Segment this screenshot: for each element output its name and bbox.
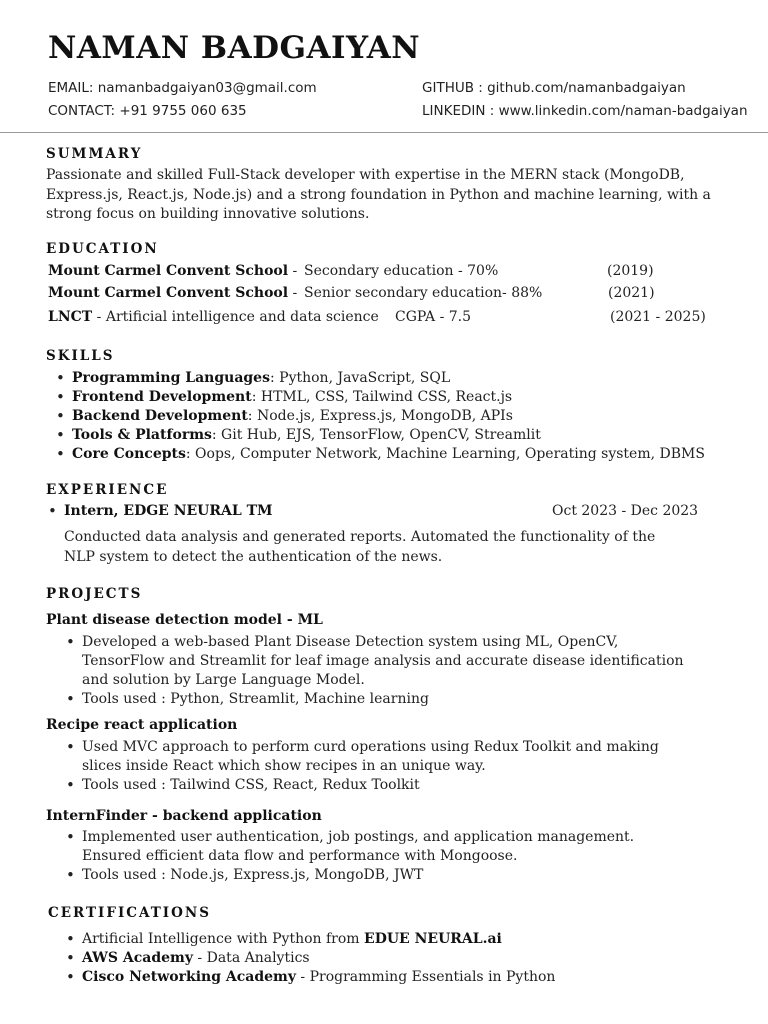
education-cgpa: CGPA - 7.5 <box>395 309 472 325</box>
project-title: Plant disease detection model - ML <box>46 612 323 628</box>
education-entry <box>48 285 297 301</box>
summary-line: strong focus on building innovative solutions. <box>46 206 370 222</box>
project-bullets <box>64 828 714 885</box>
cert-text: - Programming Essentials in Python <box>295 969 556 985</box>
project-bullets <box>64 633 714 709</box>
education-detail: Senior secondary education- 88% <box>304 285 543 301</box>
bullet-line: Ensured efficient data flow and performance with Mongoose. <box>82 848 518 864</box>
cert-text: Artificial Intelligence with Python from <box>82 931 365 947</box>
experience-list <box>46 502 273 521</box>
skill-item <box>54 426 705 445</box>
cert-provider: Cisco Networking Academy <box>82 969 296 985</box>
skill-label: Backend Development <box>72 408 248 424</box>
skill-label: Core Concepts <box>72 446 186 462</box>
school-name: Mount Carmel Convent School <box>48 285 289 301</box>
summary-heading: SUMMARY <box>46 146 143 162</box>
bullet-line: • Implemented user authentication, job postings, and application management. <box>82 829 635 845</box>
skill-value: : Git Hub, EJS, TensorFlow, OpenCV, Streamlit <box>211 427 541 443</box>
experience-description <box>64 528 724 567</box>
candidate-name: NAMAN BADGAIYAN <box>48 30 421 66</box>
summary-line: Express.js, React.js, Node.js) and a strong foundation in Python and machine learning, with a <box>46 186 711 203</box>
experience-heading: EXPERIENCE <box>46 482 169 498</box>
bullet-line: • Tools used : Node.js, Express.js, MongoDB, JWT <box>82 867 424 883</box>
certification-item <box>64 949 555 968</box>
skill-label: Frontend Development <box>72 389 252 405</box>
school-name: LNCT <box>48 309 93 325</box>
skill-item <box>54 388 705 407</box>
experience-dates: Oct 2023 - Dec 2023 <box>552 503 699 519</box>
skill-value: : HTML, CSS, Tailwind CSS, React.js <box>251 389 513 405</box>
bullet-line: slices inside React which show recipes in an unique way. <box>82 758 486 774</box>
summary-text <box>46 166 746 225</box>
experience-line: NLP system to detect the authentication of the news. <box>64 548 443 565</box>
skill-label: Programming Languages <box>72 370 270 386</box>
certification-item <box>64 930 555 949</box>
education-year: (2021 - 2025) <box>610 309 706 325</box>
project-bullet <box>64 738 714 776</box>
skill-item <box>54 407 705 426</box>
skill-value: : Python, JavaScript, SQL <box>269 370 451 386</box>
education-year: (2019) <box>607 263 654 279</box>
education-entry <box>48 309 379 325</box>
skills-heading: SKILLS <box>46 348 115 364</box>
education-year: (2021) <box>608 285 655 301</box>
project-bullet <box>64 690 714 709</box>
project-bullet <box>64 776 714 795</box>
bullet-line: and solution by Large Language Model. <box>82 672 365 688</box>
bullet-line: • Developed a web-based Plant Disease Detection system using ML, OpenCV, <box>82 634 619 650</box>
bullet-line: • Tools used : Python, Streamlit, Machine learning <box>82 691 429 707</box>
project-bullet <box>64 866 714 885</box>
certifications-heading: CERTIFICATIONS <box>48 905 211 921</box>
project-bullets <box>64 738 714 795</box>
skill-value: : Node.js, Express.js, MongoDB, APIs <box>247 408 513 424</box>
education-detail: Artificial intelligence and data science <box>105 309 379 325</box>
email-line: EMAIL: namanbadgaiyan03@gmail.com <box>48 80 317 96</box>
cert-text: - Data Analytics <box>192 950 310 966</box>
certification-item <box>64 968 555 987</box>
header-divider <box>0 132 768 133</box>
skill-value: : Oops, Computer Network, Machine Learning, Operating system, DBMS <box>185 446 705 462</box>
project-title: Recipe react application <box>46 717 238 733</box>
certifications-list <box>64 930 555 987</box>
separator: - <box>288 285 298 301</box>
project-bullet <box>64 828 714 866</box>
skill-item <box>54 445 705 464</box>
experience-role: Intern, EDGE NEURAL TM <box>64 503 273 519</box>
skills-list <box>54 369 705 464</box>
school-name: Mount Carmel Convent School <box>48 263 289 279</box>
education-detail: Secondary education - 70% <box>304 263 499 279</box>
bullet-line: • Tools used : Tailwind CSS, React, Redux Toolkit <box>82 777 420 793</box>
project-title: InternFinder - backend application <box>46 808 322 824</box>
summary-line: Passionate and skilled Full-Stack developer with expertise in the MERN stack (MongoDB, <box>46 167 685 183</box>
separator: - <box>288 263 298 279</box>
experience-item <box>46 502 273 521</box>
bullet-line: TensorFlow and Streamlit for leaf image analysis and accurate disease identification <box>82 653 684 669</box>
separator: - <box>92 309 106 325</box>
skill-item <box>54 369 705 388</box>
cert-provider: AWS Academy <box>82 950 193 966</box>
linkedin-line: LINKEDIN : www.linkedin.com/naman-badgaiyan <box>422 103 748 119</box>
cert-provider: EDUE NEURAL.ai <box>364 931 502 947</box>
contact-line: CONTACT: +91 9755 060 635 <box>48 103 247 119</box>
github-line: GITHUB : github.com/namanbadgaiyan <box>422 80 686 96</box>
bullet-line: • Used MVC approach to perform curd operations using Redux Toolkit and making <box>82 739 659 755</box>
project-bullet <box>64 633 714 690</box>
projects-heading: PROJECTS <box>46 586 143 602</box>
education-heading: EDUCATION <box>46 241 159 257</box>
experience-line: Conducted data analysis and generated reports. Automated the functionality of the <box>64 529 656 545</box>
skill-label: Tools & Platforms <box>72 427 212 443</box>
education-entry <box>48 263 297 279</box>
